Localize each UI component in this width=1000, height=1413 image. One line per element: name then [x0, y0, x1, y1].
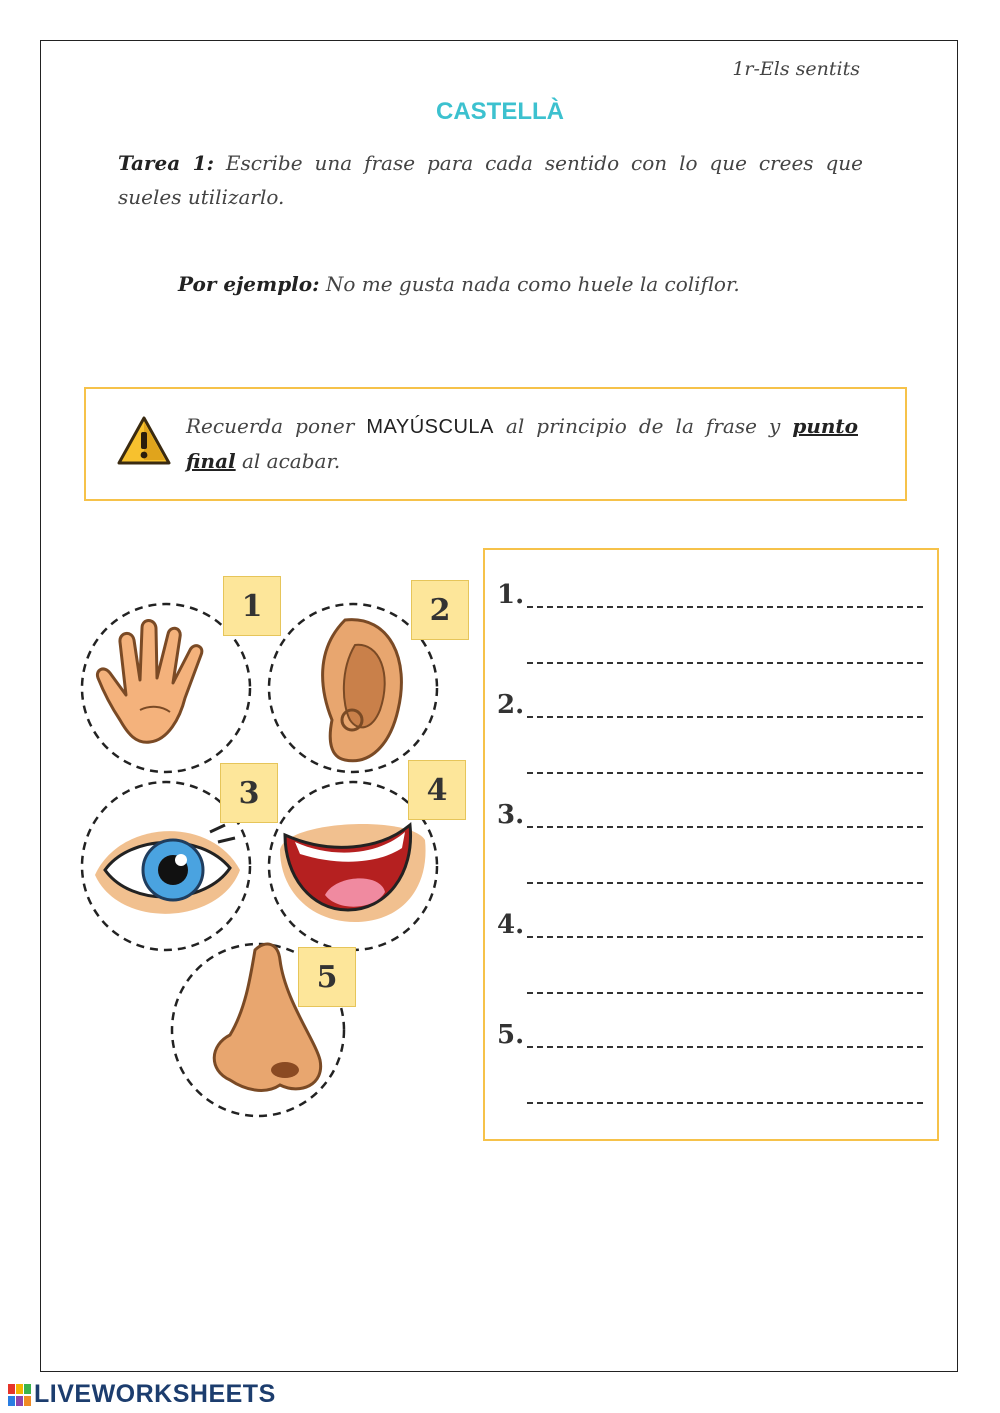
example-sentence	[178, 272, 740, 296]
ear-icon	[323, 620, 402, 761]
task-text: Escribe una frase para cada sentido con lo que crees que sueles utilizarlo.	[118, 151, 863, 209]
reminder-text-part: al principio de la frase y	[505, 414, 781, 438]
sense-number-2: 2	[411, 580, 469, 640]
answer-line[interactable]	[527, 826, 923, 828]
brand-text: LIVEWORKSHEETS	[34, 1380, 276, 1408]
answer-line[interactable]	[527, 716, 923, 718]
mouth-icon	[280, 824, 426, 922]
answer-box	[483, 548, 939, 1141]
reminder-box	[84, 387, 907, 501]
answer-line[interactable]	[527, 606, 923, 608]
sense-number-1: 1	[223, 576, 281, 636]
unit-label: 1r-Els sentits	[732, 58, 860, 80]
answer-line[interactable]	[527, 992, 923, 994]
answer-line[interactable]	[527, 1046, 923, 1048]
answer-number: 2.	[497, 690, 525, 720]
reminder-text-part: Recuerda poner	[186, 414, 355, 438]
answer-number: 5.	[497, 1020, 525, 1050]
reminder-text-part: al acabar.	[242, 449, 341, 473]
task-label: Tarea 1:	[118, 151, 214, 175]
reminder-text	[186, 409, 858, 478]
answer-number: 4.	[497, 910, 525, 940]
example-text: No me gusta nada como huele la coliflor.	[325, 272, 740, 296]
warning-icon	[116, 415, 172, 467]
reminder-bold-words: punto final	[186, 414, 858, 473]
senses-illustration	[80, 570, 480, 1130]
page-title: CASTELLÀ	[436, 98, 564, 125]
task-instructions	[118, 146, 863, 214]
answer-line[interactable]	[527, 772, 923, 774]
example-label: Por ejemplo:	[178, 272, 320, 296]
sense-number-3: 3	[220, 763, 278, 823]
eye-icon	[95, 825, 240, 914]
reminder-caps-word: MAYÚSCULA	[366, 416, 494, 438]
answer-line[interactable]	[527, 882, 923, 884]
answer-line[interactable]	[527, 936, 923, 938]
senses-drawing	[80, 570, 480, 1130]
liveworksheets-logo-icon	[8, 1384, 32, 1406]
footer-brand[interactable]	[8, 1380, 276, 1410]
answer-number: 1.	[497, 580, 525, 610]
answer-line[interactable]	[527, 662, 923, 664]
answer-line[interactable]	[527, 1102, 923, 1104]
sense-number-5: 5	[298, 947, 356, 1007]
answer-number: 3.	[497, 800, 525, 830]
sense-number-4: 4	[408, 760, 466, 820]
hand-icon	[97, 621, 201, 743]
